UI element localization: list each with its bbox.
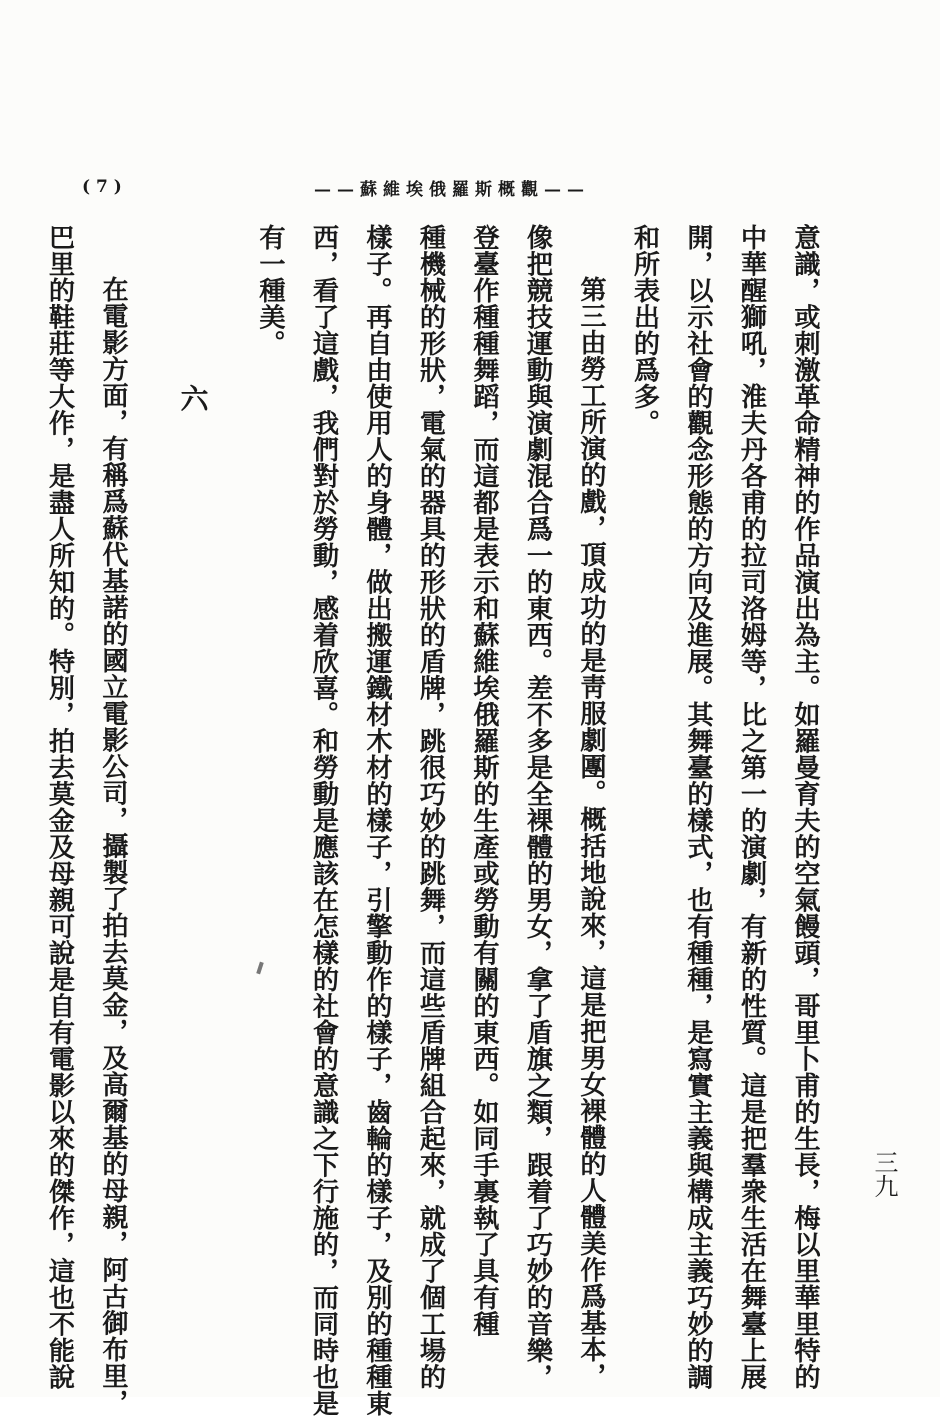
text-column: 種機械的形狀，電氣的器具的形狀的盾牌，跳很巧妙的跳舞，而這些盾牌組合起來，就成了個工場的: [415, 224, 447, 1390]
page-number-header: ( 7 ): [82, 177, 122, 197]
text-column: 第三由勞工所演的戲，頂成功的是靑服劇團。概括地說來，這是把男女裸體的人體美作爲基本，: [576, 276, 607, 1389]
text-column: 在電影方面，有稱爲蘇代基諾的國立電影公司，攝製了拍去莫金，及高爾基的母親，阿古御布里，: [98, 276, 129, 1416]
text-column: 西，看了這戲，我們對於勞動，感着欣喜。和勞動是應該在怎樣的社會的意識之下行施的，而同時也是: [308, 224, 340, 1417]
text-column: 像把競技運動與演劇混合爲一的東西。差不多是全裸體的男女，拿了盾旗之類，跟着了巧妙的音樂，: [522, 224, 554, 1390]
text-column: 登臺作種種舞蹈，而這都是表示和蘇維埃俄羅斯的生產或勞動有關的東西。如同手裏執了具有種: [469, 224, 500, 1337]
text-column: 意識，或刺激革命精神的作品演出為主。如羅曼育夫的空氣饅頭，哥里卜甫的生長，梅以里華里特的: [790, 224, 821, 1390]
text-column: 開，以示社會的觀念形態的方向及進展。其舞臺的樣式，也有種種，是寫實主義與構成主義巧妙的調: [683, 224, 714, 1390]
text-column: 巴里的鞋莊等大作，是盡人所知的。特別，拍去莫金及母親可說是自有電影以來的傑作，這也不能說: [44, 224, 76, 1390]
running-header-title: ——蘇維埃俄羅斯概觀——: [314, 179, 590, 200]
text-column: 中華醒獅吼，淮夫丹各甫的拉司洛姆等，比之第一的演劇，有新的性質。這是把羣衆生活在舞臺上展: [736, 224, 768, 1390]
text-column: 和所表出的爲多。: [629, 224, 661, 436]
text-column: 有一種美。: [255, 224, 286, 357]
text-column: 樣子。再自由使用人的身體，做出搬運鐵材木材的樣子，引擎動作的樣子，齒輪的樣子，及別的種種東: [362, 224, 393, 1417]
vertical-body-text: [44, 224, 832, 1417]
page-number-margin: 三九: [870, 1150, 898, 1198]
section-heading: 六: [176, 384, 210, 413]
